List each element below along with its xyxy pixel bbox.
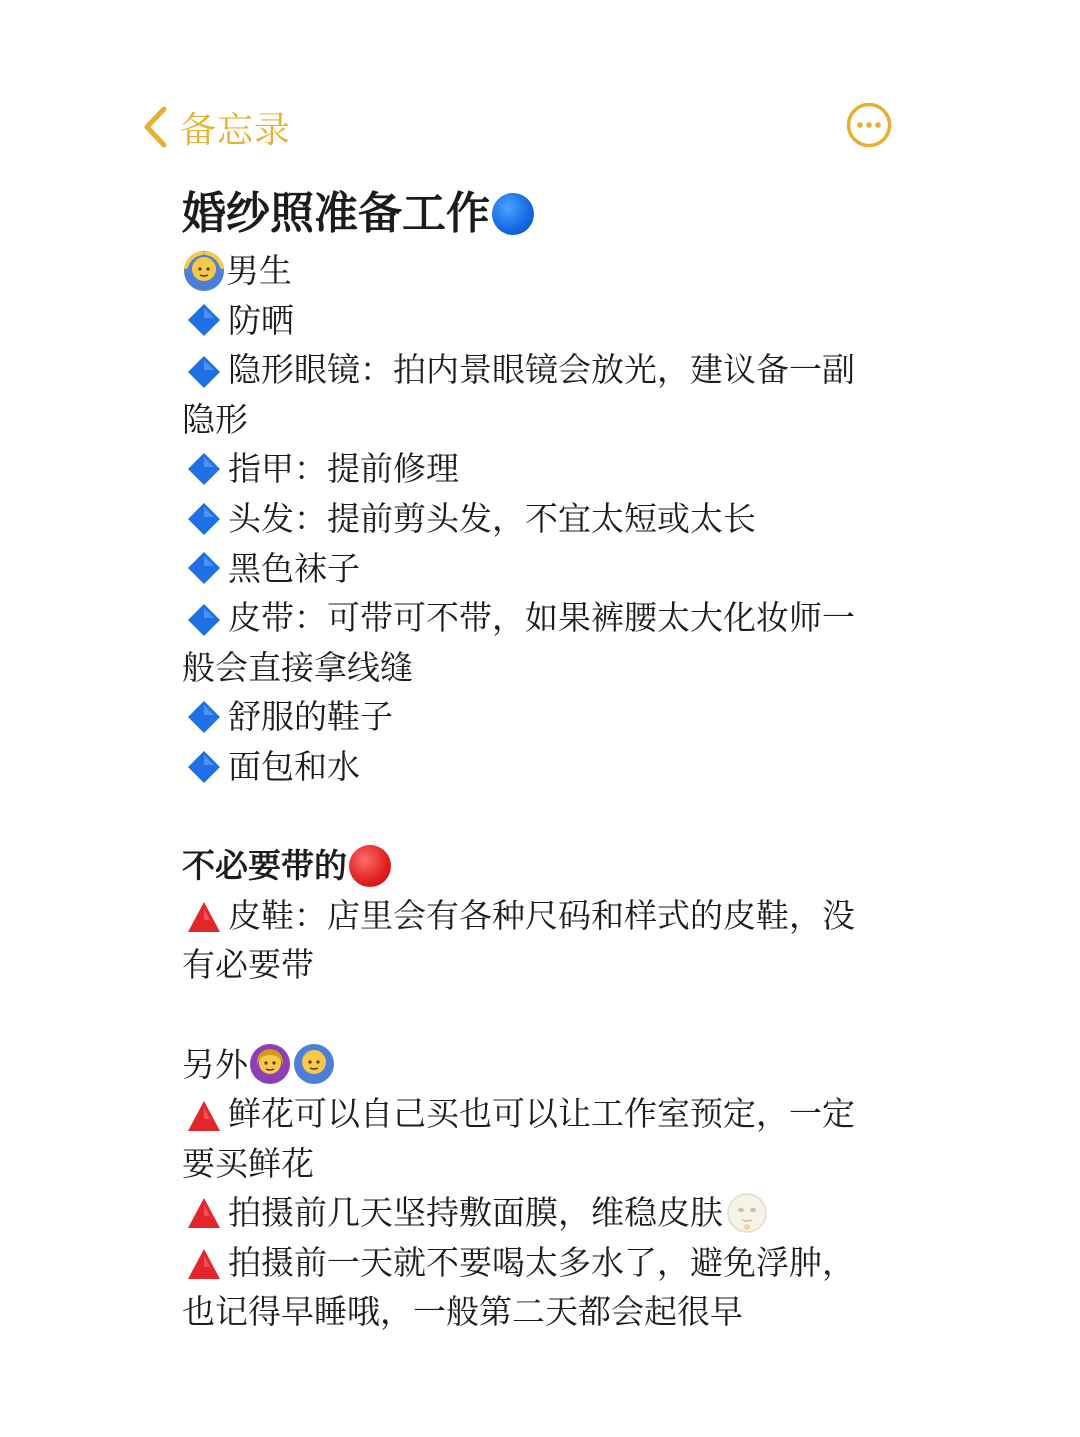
list-item-text: 拍摄前一天就不要喝太多水了，避免浮肿，也记得早睡哦，一般第二天都会起很早	[182, 1242, 855, 1332]
list-item	[182, 692, 882, 742]
list-item	[182, 1089, 882, 1188]
blank-line	[182, 792, 882, 842]
red-triangle-icon	[186, 1247, 222, 1281]
blue-diamond-icon	[186, 602, 222, 638]
men-heading	[182, 246, 882, 296]
list-item-text: 隐形眼镜：拍内景眼镜会放光，建议备一副隐形	[182, 350, 855, 439]
note-title-text: 婚纱照准备工作	[182, 188, 490, 239]
list-item-text: 皮带：可带可不带，如果裤腰太大化妆师一般会直接拿线缝	[182, 598, 855, 687]
list-item-text: 拍摄前几天坚持敷面膜，维稳皮肤	[228, 1193, 723, 1233]
back-label: 备忘录	[180, 109, 292, 151]
back-button[interactable]	[142, 100, 291, 154]
woman-gesturing-ok-icon	[248, 1042, 292, 1086]
man-gesturing-ok-icon	[292, 1042, 336, 1086]
extra-heading	[182, 1040, 882, 1090]
face-mask-icon	[725, 1191, 769, 1235]
note-title	[182, 182, 882, 246]
list-item	[182, 296, 882, 346]
list-item-text: 指甲：提前修理	[228, 449, 459, 489]
list-item	[182, 494, 882, 544]
unnecessary-heading	[182, 841, 882, 891]
list-item-text: 皮鞋：店里会有各种尺码和样式的皮鞋，没有必要带	[182, 895, 855, 985]
list-item-text: 鲜花可以自己买也可以让工作室预定，一定要买鲜花	[182, 1094, 855, 1183]
blue-circle-icon	[492, 193, 534, 235]
list-item-text: 面包和水	[228, 746, 360, 786]
extra-heading-text: 另外	[182, 1044, 248, 1084]
blank-line	[182, 990, 882, 1040]
red-circle-icon	[349, 845, 391, 887]
blue-diamond-icon	[186, 302, 222, 338]
red-triangle-icon	[186, 900, 222, 934]
men-heading-text: 男生	[226, 251, 292, 290]
list-item	[182, 544, 882, 594]
chevron-left-icon	[142, 106, 168, 148]
man-gesturing-ok-icon	[182, 249, 226, 293]
list-item	[182, 444, 882, 494]
list-item	[182, 1238, 882, 1337]
blue-diamond-icon	[186, 451, 222, 487]
list-item-text: 舒服的鞋子	[228, 697, 393, 737]
blue-diamond-icon	[186, 354, 222, 390]
navigation-bar	[0, 96, 1080, 158]
blue-diamond-icon	[186, 699, 222, 735]
list-item	[182, 891, 882, 990]
list-item	[182, 345, 882, 444]
list-item-text: 防晒	[228, 300, 294, 340]
blue-diamond-icon	[186, 501, 222, 537]
more-options-button[interactable]	[846, 102, 892, 148]
list-item	[182, 593, 882, 692]
list-item-text: 头发：提前剪头发，不宜太短或太长	[228, 498, 756, 538]
blue-diamond-icon	[186, 749, 222, 785]
ellipsis-circle-icon	[846, 102, 892, 148]
blue-diamond-icon	[186, 550, 222, 586]
red-triangle-icon	[186, 1196, 222, 1230]
list-item-text: 黑色袜子	[228, 548, 360, 588]
red-triangle-icon	[186, 1099, 222, 1133]
unnecessary-heading-text: 不必要带的	[182, 846, 347, 886]
note-body[interactable]	[182, 182, 882, 1337]
list-item	[182, 1188, 882, 1238]
list-item	[182, 742, 882, 792]
